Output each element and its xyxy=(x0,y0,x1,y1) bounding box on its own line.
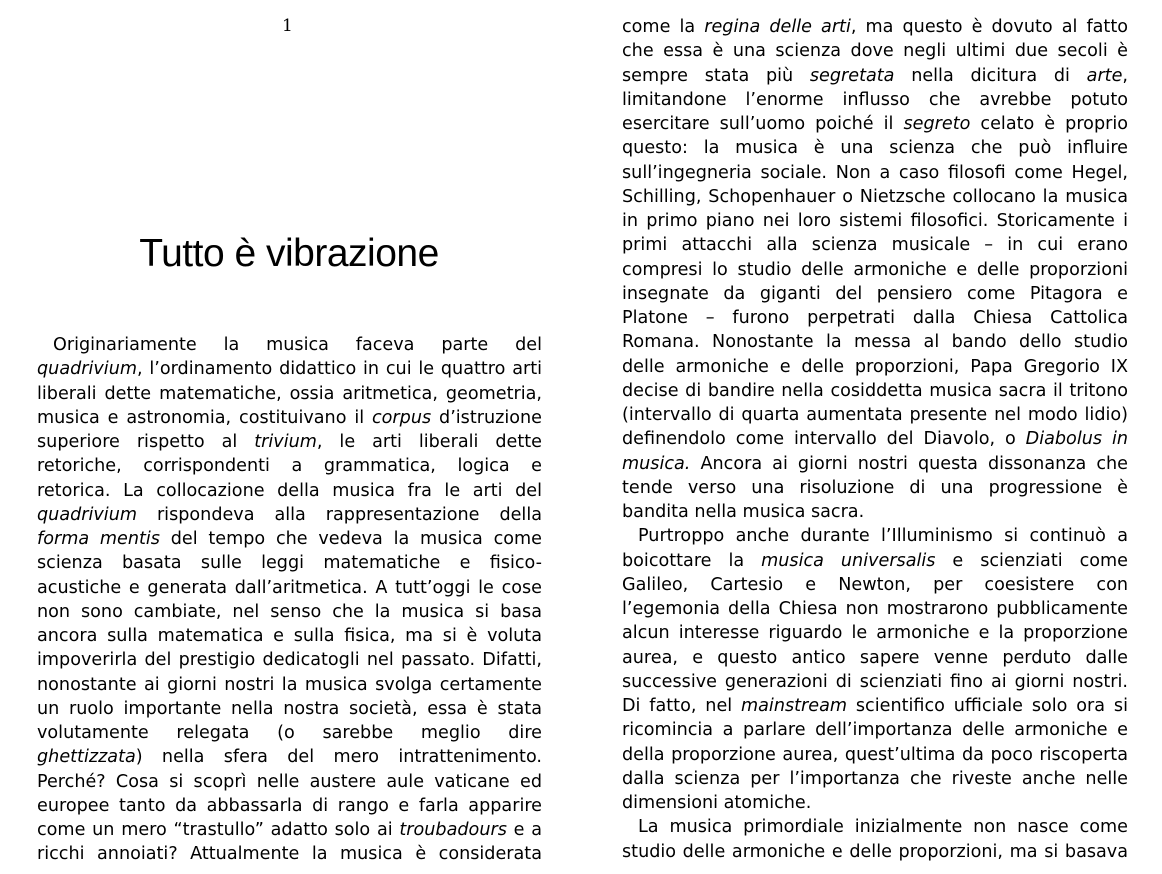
text-run: in primo piano nei loro sistemi filosofici. Storicamente i xyxy=(622,211,1128,231)
italic-term: forma mentis xyxy=(37,529,160,549)
text-run: Platone – furono perpetrati dalla Chiesa Cattolica xyxy=(622,308,1128,328)
text-line xyxy=(622,476,1128,500)
text-run: alcun interesse riguardo le armoniche e la proporzione xyxy=(622,623,1128,644)
text-line xyxy=(37,624,542,648)
text-line xyxy=(37,794,542,818)
text-run: celato è proprio xyxy=(970,114,1129,134)
text-line xyxy=(37,503,542,527)
text-run: un ruolo importante nella nostra società, essa è stata xyxy=(37,698,542,719)
text-line xyxy=(622,209,1128,233)
text-run: primi attacchi alla scienza musicale – in cui erano xyxy=(622,235,1128,256)
text-line xyxy=(622,524,1128,548)
text-line xyxy=(622,282,1128,306)
text-run: superiore rispetto al xyxy=(37,432,255,452)
text-run: retorica. La collocazione della musica fra le arti del xyxy=(37,480,542,501)
text-line xyxy=(622,597,1128,621)
italic-term: Diabolus in xyxy=(1025,429,1128,450)
text-run: tende verso una risoluzione di una progressione è xyxy=(622,477,1128,498)
italic-term: quadrivium xyxy=(37,359,137,380)
text-run: La musica primordiale inizialmente non nasce come xyxy=(638,817,1128,838)
text-run: musica e astronomia, costituivano il xyxy=(37,407,372,428)
text-run: europee tanto da abbassarla di rango e farla apparire xyxy=(37,795,542,816)
text-run: successive generazioni di scienziati fino ai giorni nostri. xyxy=(622,671,1128,692)
text-line xyxy=(622,233,1128,257)
text-line xyxy=(622,379,1128,403)
text-run: limitandone l’enorme influsso che avrebbe potuto xyxy=(622,89,1128,110)
text-run: Galileo, Cartesio e Newton, per coesistere con xyxy=(622,574,1128,595)
chapter-title: Tutto è vibrazione xyxy=(139,232,439,275)
text-run: nella dicitura di xyxy=(894,65,1087,86)
text-run: ancora sulla matematica e sulla fisica, ma si è voluta xyxy=(37,626,542,646)
text-line xyxy=(37,770,542,794)
text-run: , ma questo è dovuto al fatto xyxy=(850,17,1128,37)
text-run: rispondeva alla rappresentazione della xyxy=(136,504,542,525)
italic-term: segreto xyxy=(903,114,971,134)
text-run: bandita nella musica sacra. xyxy=(622,502,865,522)
text-run: impoverirla del prestigio dedicatogli nel passato. Difatti, xyxy=(37,650,542,671)
text-run: , le arti liberali dette xyxy=(316,432,542,452)
text-line xyxy=(622,330,1128,354)
text-run: aurea, e questo antico sapere venne perduto dalle xyxy=(622,647,1128,668)
italic-term: regina delle arti xyxy=(704,17,851,37)
text-line xyxy=(37,382,542,406)
italic-term: musica. xyxy=(622,453,691,474)
text-line xyxy=(37,551,542,575)
text-run: dimensioni atomiche. xyxy=(622,793,812,813)
text-line xyxy=(622,743,1128,767)
italic-term: arte xyxy=(1086,65,1123,86)
text-run: insegnate da giganti del pensiero come Pitagora e xyxy=(622,283,1128,304)
text-run: del tempo che vedeva la musica come xyxy=(159,529,542,549)
text-run: definendolo come intervallo del Diavolo, o xyxy=(622,429,1026,450)
text-run: e a xyxy=(506,820,542,840)
text-line xyxy=(37,842,542,866)
text-line xyxy=(37,406,542,430)
text-run: sempre stata più xyxy=(622,65,810,86)
text-line xyxy=(622,573,1128,597)
text-line xyxy=(622,306,1128,330)
text-line xyxy=(37,479,542,503)
text-run: nonostante ai giorni nostri la musica svolga certamente xyxy=(37,674,542,695)
text-run: scientifico ufficiale solo ora si xyxy=(847,696,1128,716)
text-line xyxy=(622,452,1128,476)
text-line xyxy=(622,185,1128,209)
text-run: della proporzione aurea, quest’ultima da poco riscoperta xyxy=(622,744,1128,765)
right-text-column xyxy=(622,15,1128,864)
text-line xyxy=(622,161,1128,185)
text-run: delle armoniche e delle proporzioni, Papa Gregorio IX xyxy=(622,356,1128,377)
page-number: 1 xyxy=(282,16,293,36)
text-line xyxy=(37,697,542,721)
text-line xyxy=(37,818,542,842)
text-line xyxy=(37,745,542,769)
left-text-column xyxy=(37,333,542,867)
text-line xyxy=(622,646,1128,670)
text-run: non sono cambiate, nel senso che la musica si basa xyxy=(37,601,542,622)
text-line xyxy=(622,500,1128,524)
text-run: liberali dette matematiche, ossia aritmetica, geometria, xyxy=(37,383,542,404)
text-line xyxy=(622,621,1128,645)
text-run: questo: la musica è una scienza che può influire xyxy=(622,138,1128,159)
italic-term: trivium xyxy=(254,432,317,452)
text-line xyxy=(37,576,542,600)
text-line xyxy=(37,333,542,357)
text-line xyxy=(622,840,1128,864)
italic-term: quadrivium xyxy=(37,504,137,525)
text-line xyxy=(37,527,542,551)
text-line xyxy=(622,64,1128,88)
text-line xyxy=(622,15,1128,39)
text-run: acustiche e generata dall’aritmetica. A tutt’oggi le cose xyxy=(37,577,542,598)
text-run: esercitare sull’uomo poiché il xyxy=(622,114,904,134)
text-run: Originariamente la musica faceva parte del xyxy=(53,335,542,355)
text-run: boicottare la xyxy=(622,550,762,571)
text-run: retoriche, corrispondenti a grammatica, logica e xyxy=(37,456,542,477)
text-run: sull’ingegneria sociale. Non a caso filosofi come Hegel, xyxy=(622,162,1128,183)
text-run: dalla scienza per l’importanza che riveste anche nelle xyxy=(622,768,1128,789)
text-line xyxy=(37,430,542,454)
text-line xyxy=(622,136,1128,160)
text-run: compresi lo studio delle armoniche e delle proporzioni xyxy=(622,259,1128,280)
text-line xyxy=(622,694,1128,718)
italic-term: musica universalis xyxy=(761,550,936,571)
text-line xyxy=(622,403,1128,427)
text-run: decise di bandire nella cosiddetta musica sacra il tritono xyxy=(622,380,1128,401)
italic-term: mainstream xyxy=(741,696,848,716)
text-run: Perché? Cosa si scoprì nelle austere aule vaticane ed xyxy=(37,771,542,792)
text-run: Purtroppo anche durante l’Illuminismo si continuò a xyxy=(638,526,1128,547)
text-line xyxy=(37,648,542,672)
text-line xyxy=(622,815,1128,839)
text-run: studio delle armoniche e delle proporzioni, ma si basava xyxy=(622,841,1128,862)
text-line xyxy=(37,673,542,697)
text-line xyxy=(37,721,542,745)
text-run: ricomincia a parlare dell’importanza delle armoniche e xyxy=(622,720,1128,741)
text-line xyxy=(622,427,1128,451)
text-run: ) nella sfera del mero intrattenimento. xyxy=(135,747,542,768)
text-line xyxy=(622,39,1128,63)
text-run: Di fatto, nel xyxy=(622,696,742,716)
italic-term: troubadours xyxy=(399,820,507,840)
text-line xyxy=(622,258,1128,282)
text-line xyxy=(622,88,1128,112)
text-line xyxy=(622,718,1128,742)
text-run: d’istruzione xyxy=(431,407,542,428)
text-line xyxy=(622,549,1128,573)
text-run: Romana. Nonostante la messa al bando dello studio xyxy=(622,332,1128,353)
text-line xyxy=(37,357,542,381)
text-run: , l’ordinamento didattico in cui le quattro arti xyxy=(136,359,542,380)
text-line xyxy=(622,670,1128,694)
text-line xyxy=(37,600,542,624)
italic-term: ghettizzata xyxy=(37,747,136,768)
text-run: ricchi annoiati? Attualmente la musica è considerata xyxy=(37,844,542,865)
text-line xyxy=(37,454,542,478)
text-line xyxy=(622,767,1128,791)
text-run: Schilling, Schopenhauer o Nietzsche collocano la musica xyxy=(622,186,1128,207)
text-run: come la xyxy=(622,17,705,37)
text-run: volutamente relegata (o sarebbe meglio dire xyxy=(37,723,542,743)
text-run: scienza basata sulle leggi matematiche e fisico- xyxy=(37,553,542,574)
text-line xyxy=(622,791,1128,815)
text-line xyxy=(622,355,1128,379)
text-line xyxy=(622,112,1128,136)
italic-term: corpus xyxy=(372,407,432,428)
text-run: che essa è una scienza dove negli ultimi due secoli è xyxy=(622,41,1128,62)
text-run: Ancora ai giorni nostri questa dissonanza che xyxy=(690,453,1128,474)
text-run: l’egemonia della Chiesa non mostrarono pubblicamente xyxy=(622,599,1128,619)
italic-term: segretata xyxy=(809,65,895,86)
text-run: , xyxy=(1122,65,1128,86)
text-run: e scienziati come xyxy=(935,550,1128,571)
text-run: (intervallo di quarta aumentata presente nel modo lidio) xyxy=(622,405,1128,425)
text-run: come un mero “trastullo” adatto solo ai xyxy=(37,820,400,840)
